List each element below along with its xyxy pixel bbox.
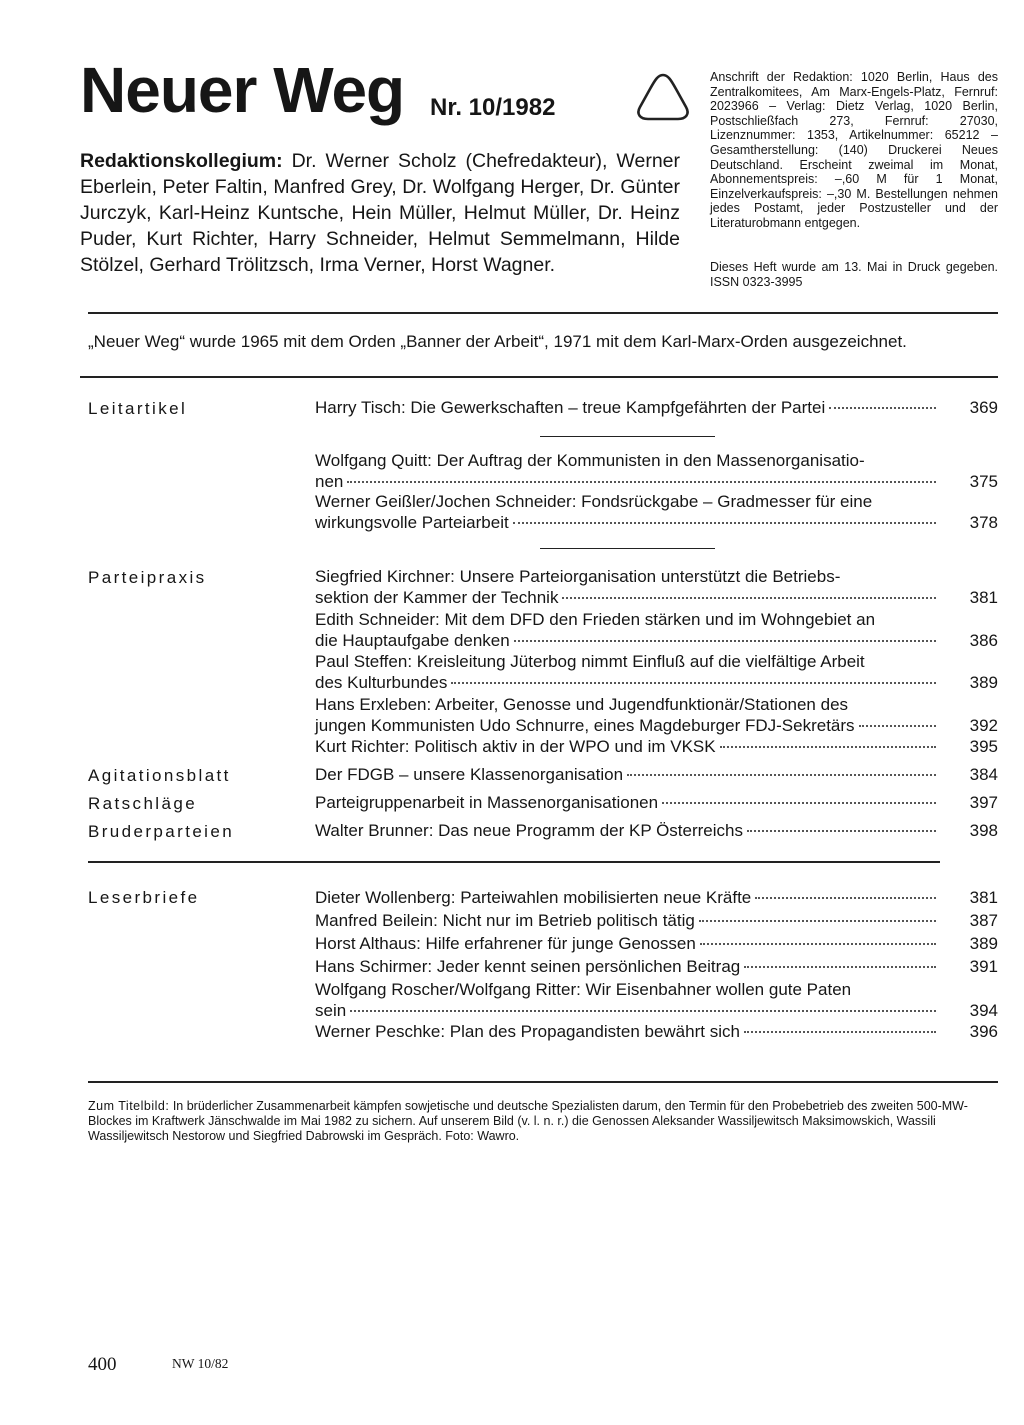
toc-entry[interactable] <box>315 792 998 813</box>
toc-entry[interactable] <box>315 764 998 785</box>
toc-entry-title: Harry Tisch: Die Gewerkschaften – treue Kampfgefährten der Partei <box>315 398 826 417</box>
section-label-leserbriefe: Leserbriefe <box>88 888 200 907</box>
toc-entry[interactable] <box>315 1021 998 1042</box>
masthead-title: Neuer Weg <box>80 54 405 126</box>
toc-entry-page: 391 <box>969 957 998 976</box>
toc-entry[interactable] <box>315 956 998 977</box>
toc-entry-page: 396 <box>969 1022 998 1041</box>
section-label-agitationsblatt: Agitationsblatt <box>88 766 231 785</box>
toc-entry-page: 375 <box>969 472 998 491</box>
editorial-board <box>80 148 680 278</box>
toc-entry[interactable] <box>315 609 998 651</box>
cover-caption-text: In brüderlicher Zusammenarbeit kämpfen sowjetische und deutsche Spezialisten darum, den Termin für den Probebetrieb des zweiten 500-MW-Blockes im Kraftwerk Jänschwalde im Mai 1982 zu sichern. Auf unserem Bild (v. l. n. r.) die Genossen Aleksander Wassiljewitsch Maksimowskich, Wassili Wassiljewitsch Nestorow und Siegfried Dabrowski im Gespräch. Foto: Wawro. <box>88 1099 968 1143</box>
toc-entry-page: 395 <box>969 737 998 756</box>
toc-entry-title-cont: die Hauptaufgabe denken <box>315 631 510 650</box>
divider <box>88 1081 998 1083</box>
toc-entry-title: Werner Geißler/Jochen Schneider: Fondsrückgabe – Gradmesser für eine <box>315 492 873 511</box>
toc-entry-page: 392 <box>969 716 998 735</box>
toc-entry-title: Siegfried Kirchner: Unsere Parteiorganisation unterstützt die Betriebs- <box>315 567 841 586</box>
page-number: 400 <box>88 1354 117 1375</box>
editorial-board-label: Redaktionskollegium: <box>80 150 283 172</box>
toc-entry-page: 397 <box>969 793 998 812</box>
award-note: „Neuer Weg“ wurde 1965 mit dem Orden „Banner der Arbeit“, 1971 mit dem Karl-Marx-Orden ausgezeichnet. <box>88 332 907 351</box>
toc-entry-title: Parteigruppenarbeit in Massenorganisationen <box>315 793 659 812</box>
dot-leader <box>347 481 936 483</box>
divider <box>88 312 998 314</box>
toc-entry-page: 381 <box>969 588 998 607</box>
toc-entry-page: 386 <box>969 631 998 650</box>
toc-entry-title-cont: sektion der Kammer der Technik <box>315 588 559 607</box>
toc-entry-title: Werner Peschke: Plan des Propagandisten bewährt sich <box>315 1022 740 1041</box>
toc-entry-title-cont: des Kulturbundes <box>315 673 448 692</box>
toc-entry-title: Dieter Wollenberg: Parteiwahlen mobilisierten neue Kräfte <box>315 888 752 907</box>
toc-entry[interactable] <box>315 887 998 908</box>
dot-leader <box>700 943 936 945</box>
dot-leader <box>662 802 936 804</box>
dot-leader <box>514 640 936 642</box>
toc-entry-title-cont: wirkungsvolle Parteiarbeit <box>315 513 509 532</box>
toc-entry-page: 394 <box>969 1001 998 1020</box>
dot-leader <box>755 897 936 899</box>
dot-leader <box>744 966 936 968</box>
dot-leader <box>829 407 936 409</box>
dot-leader <box>562 597 936 599</box>
toc-entry-title-cont: sein <box>315 1001 347 1020</box>
toc-entry-title: Manfred Beilein: Nicht nur im Betrieb politisch tätig <box>315 911 695 930</box>
toc-entry-title: Edith Schneider: Mit dem DFD den Frieden stärken und im Wohngebiet an <box>315 610 876 629</box>
toc-entry-title: Paul Steffen: Kreisleitung Jüterbog nimmt Einfluß auf die vielfältige Arbeit <box>315 652 865 671</box>
issue-number: Nr. 10/1982 <box>430 94 556 121</box>
dot-leader <box>513 522 936 524</box>
toc-entry-page: 389 <box>969 934 998 953</box>
toc-entry-page: 378 <box>969 513 998 532</box>
dot-leader <box>350 1010 936 1012</box>
toc-entry-title: Der FDGB – unsere Klassenorganisation <box>315 765 624 784</box>
toc-entry-page: 389 <box>969 673 998 692</box>
toc-entry-title: Hans Schirmer: Jeder kennt seinen persönlichen Beitrag <box>315 957 741 976</box>
issue-reference: NW 10/82 <box>172 1356 229 1371</box>
toc-entry[interactable] <box>315 450 998 492</box>
toc-entry-title-cont: nen <box>315 472 344 491</box>
toc-entry-title: Kurt Richter: Politisch aktiv in der WPO und im VKSK <box>315 737 716 756</box>
publisher-address: Anschrift der Redaktion: 1020 Berlin, Haus des Zentralkomitees, Am Marx-Engels-Platz, Fernruf: 2023966 – Verlag: Dietz Verlag, 1020 Berlin, Postschließfach 273, Fernruf: 27030, Lizenznummer: 1353, Artikelnummer: 65212 – Gesamtherstellung: (140) Druckerei Neues Deutschland. Erscheint zweimal im Monat, Abonnementspreis: –,60 M für 1 Monat, Einzelverkaufspreis: –,30 M. Bestellungen nehmen jedes Postamt, jeder Postzusteller und der Literaturobmann entgegen. <box>710 70 998 230</box>
toc-entry-page: 387 <box>969 911 998 930</box>
short-divider <box>540 436 715 437</box>
toc-entry-title: Horst Althaus: Hilfe erfahrener für junge Genossen <box>315 934 696 953</box>
cover-caption <box>88 1099 998 1144</box>
toc-entry-title: Hans Erxleben: Arbeiter, Genosse und Jugendfunktionär/Stationen des <box>315 695 849 714</box>
dot-leader <box>747 830 936 832</box>
dot-leader <box>451 682 936 684</box>
editorial-board-members: Dr. Werner Scholz (Chefredakteur), Werner Eberlein, Peter Faltin, Manfred Grey, Dr. Wolfgang Herger, Dr. Günter Jurczyk, Karl-Heinz Kuntsche, Hein Müller, Helmut Müller, Dr. Heinz Puder, Kurt Richter, Harry Schneider, Helmut Semmelmann, Hilde Stölzel, Gerhard Trölitzsch, Irma Verner, Horst Wagner. <box>80 150 680 276</box>
toc-entry[interactable] <box>315 397 998 418</box>
toc-entry-page: 384 <box>969 765 998 784</box>
toc-entry-page: 381 <box>969 888 998 907</box>
toc-entry[interactable] <box>315 736 998 757</box>
section-label-leitartikel: Leitartikel <box>88 399 188 418</box>
divider <box>80 376 998 378</box>
toc-entry-title: Walter Brunner: Das neue Programm der KP Österreichs <box>315 821 743 840</box>
toc-entry[interactable] <box>315 651 998 693</box>
dot-leader <box>859 725 936 727</box>
dot-leader <box>699 920 936 922</box>
toc-entry[interactable] <box>315 566 998 608</box>
toc-entry[interactable] <box>315 694 998 736</box>
toc-entry-title-cont: jungen Kommunisten Udo Schnurre, eines Magdeburger FDJ-Sekretärs <box>315 716 855 735</box>
dot-leader <box>744 1031 936 1033</box>
dot-leader <box>720 746 936 748</box>
divider <box>88 861 940 863</box>
toc-entry[interactable] <box>315 979 998 1021</box>
section-label-ratschlaege: Ratschläge <box>88 794 198 813</box>
toc-entry[interactable] <box>315 491 998 533</box>
print-note: Dieses Heft wurde am 13. Mai in Druck gegeben. ISSN 0323-3995 <box>710 260 998 289</box>
section-label-bruderparteien: Bruderparteien <box>88 822 235 841</box>
toc-entry-page: 369 <box>969 398 998 417</box>
triangle-logo-icon <box>634 72 692 122</box>
dot-leader <box>627 774 936 776</box>
short-divider <box>540 548 715 549</box>
toc-entry[interactable] <box>315 933 998 954</box>
toc-entry[interactable] <box>315 820 998 841</box>
toc-entry-page: 398 <box>969 821 998 840</box>
cover-caption-label: Zum Titelbild: <box>88 1099 170 1113</box>
section-label-parteipraxis: Parteipraxis <box>88 568 207 587</box>
toc-entry-title: Wolfgang Roscher/Wolfgang Ritter: Wir Eisenbahner wollen gute Paten <box>315 980 852 999</box>
toc-entry-title: Wolfgang Quitt: Der Auftrag der Kommunisten in den Massenorganisatio- <box>315 451 865 470</box>
toc-entry[interactable] <box>315 910 998 931</box>
